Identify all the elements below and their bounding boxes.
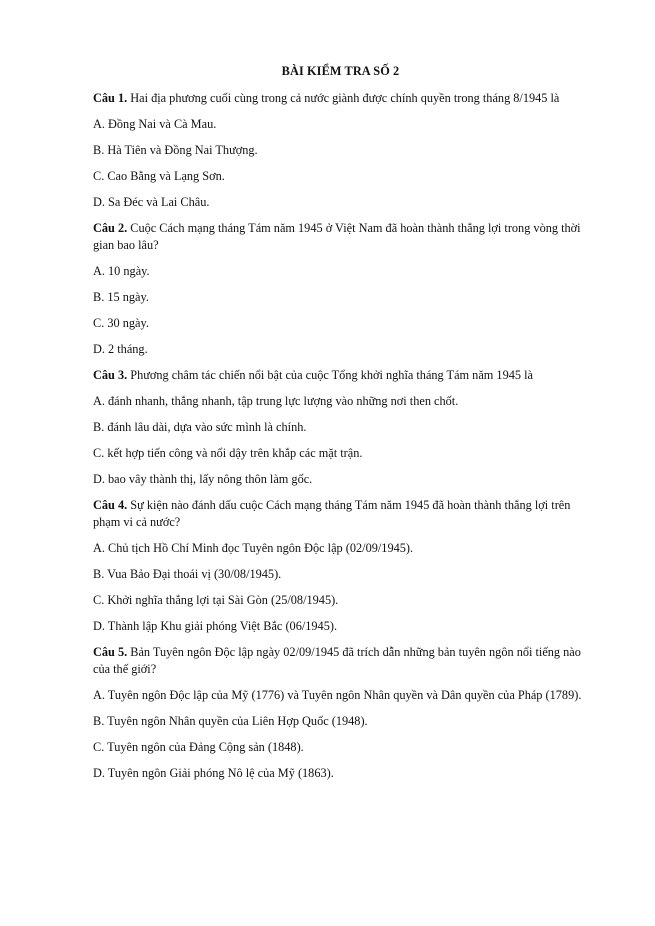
question-number: Câu 2.	[93, 221, 128, 235]
document-title: BÀI KIỂM TRA SỐ 2	[281, 64, 400, 78]
question-number: Câu 4.	[93, 498, 128, 512]
question-5	[93, 644, 588, 678]
option-1b: B. Hà Tiên và Đồng Nai Thượng.	[93, 143, 258, 157]
option-2c: C. 30 ngày.	[93, 316, 149, 330]
option-1c: C. Cao Bằng và Lạng Sơn.	[93, 169, 225, 183]
question-3	[93, 367, 588, 384]
question-number: Câu 1.	[93, 91, 128, 105]
option-5d: D. Tuyên ngôn Giải phóng Nô lệ của Mỹ (1863).	[93, 766, 334, 780]
option-3a: A. đánh nhanh, thắng nhanh, tập trung lực lượng vào những nơi then chốt.	[93, 394, 459, 408]
question-text: Hai địa phương cuối cùng trong cả nước giành được chính quyền trong tháng 8/1945 là	[127, 91, 560, 105]
question-number: Câu 3.	[93, 368, 128, 382]
option-3c: C. kết hợp tiến công và nổi dậy trên khắp các mặt trận.	[93, 446, 363, 460]
question-text: Phương châm tác chiến nổi bật của cuộc Tổng khởi nghĩa tháng Tám năm 1945 là	[127, 368, 533, 382]
option-5a: A. Tuyên ngôn Độc lập của Mỹ (1776) và Tuyên ngôn Nhân quyền và Dân quyền của Pháp (1789).	[93, 688, 582, 702]
option-5c: C. Tuyên ngôn của Đảng Cộng sản (1848).	[93, 740, 304, 754]
option-2b: B. 15 ngày.	[93, 290, 149, 304]
question-number: Câu 5.	[93, 645, 128, 659]
option-3d: D. bao vây thành thị, lấy nông thôn làm gốc.	[93, 472, 313, 486]
option-5b: B. Tuyên ngôn Nhân quyền của Liên Hợp Quốc (1948).	[93, 714, 368, 728]
option-4d: D. Thành lập Khu giải phóng Việt Bắc (06/1945).	[93, 619, 338, 633]
option-2d: D. 2 tháng.	[93, 342, 148, 356]
option-3b: B. đánh lâu dài, dựa vào sức mình là chính.	[93, 420, 307, 434]
option-1d: D. Sa Đéc và Lai Châu.	[93, 195, 210, 209]
question-2	[93, 220, 588, 254]
question-4	[93, 497, 588, 531]
option-4a: A. Chủ tịch Hồ Chí Minh đọc Tuyên ngôn Độc lập (02/09/1945).	[93, 541, 414, 555]
option-4b: B. Vua Bảo Đại thoái vị (30/08/1945).	[93, 567, 282, 581]
question-text: Bản Tuyên ngôn Độc lập ngày 02/09/1945 đã trích dẫn những bản tuyên ngôn nổi tiếng nào của thế giới?	[93, 645, 581, 676]
document-page	[93, 63, 588, 791]
question-1	[93, 90, 588, 107]
option-1a: A. Đồng Nai và Cà Mau.	[93, 117, 217, 131]
question-text: Sự kiện nào đánh dấu cuộc Cách mạng tháng Tám năm 1945 đã hoàn thành thắng lợi trên phạm vi cả nước?	[93, 498, 571, 529]
option-4c: C. Khởi nghĩa thắng lợi tại Sài Gòn (25/08/1945).	[93, 593, 339, 607]
question-text: Cuộc Cách mạng tháng Tám năm 1945 ở Việt Nam đã hoàn thành thắng lợi trong vòng thời gian bao lâu?	[93, 221, 581, 252]
option-2a: A. 10 ngày.	[93, 264, 150, 278]
